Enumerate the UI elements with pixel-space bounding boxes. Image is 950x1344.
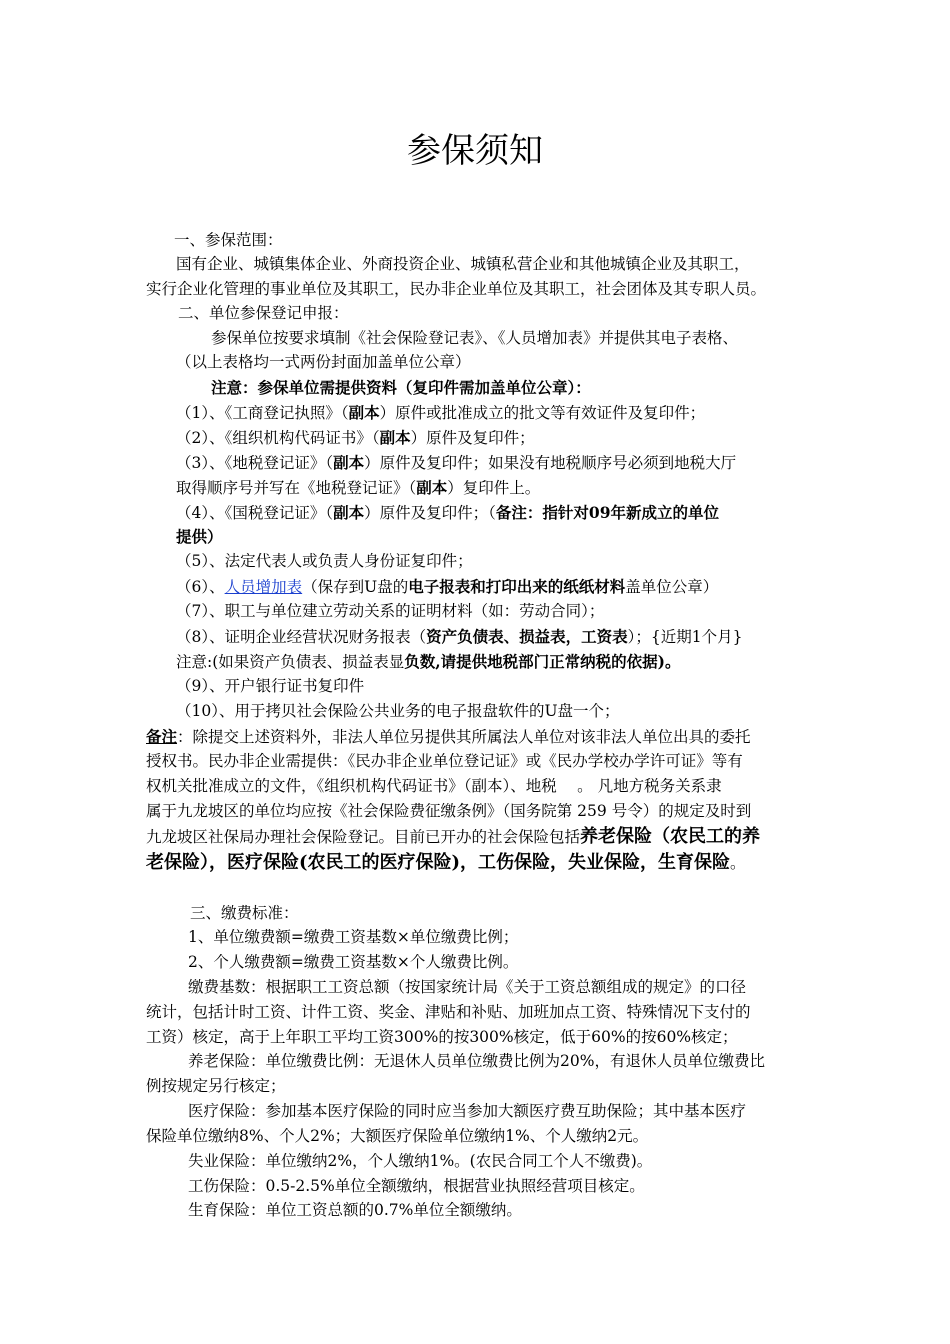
page-title: 参保须知 bbox=[407, 131, 543, 171]
section-1-paragraph-line-2: 实行企业化管理的事业单位及其职工，民办非企业单位及其职工，社会团体及其专职人员。 bbox=[146, 280, 767, 298]
unemployment-insurance: 失业保险：单位缴纳2%，个人缴纳1%。(农民合同工个人不缴费)。 bbox=[188, 1152, 653, 1170]
section-2-note: 注意：参保单位需提供资料（复印件需加盖单位公章）： bbox=[211, 378, 591, 397]
list-item-3: （3）、《地税登记证》（副本）原件及复印件；如果没有地税顺序号必须到地税大厅 bbox=[176, 453, 737, 472]
personnel-increase-form-link[interactable]: 人员增加表 bbox=[224, 578, 303, 596]
list-item-5: （5）、法定代表人或负责人身份证复印件； bbox=[176, 552, 473, 570]
remark-label: 备注 bbox=[146, 727, 178, 746]
remark-line-2: 授权书。民办非企业需提供：《民办非企业单位登记证》或《民办学校办学许可证》等有 bbox=[146, 752, 743, 770]
maternity-insurance: 生育保险：单位工资总额的0.7%单位全额缴纳。 bbox=[188, 1201, 522, 1219]
list-item-6: （6）、人员增加表（保存到U盘的电子报表和打印出来的纸纸材料盖单位公章） bbox=[176, 577, 719, 596]
list-item-7: （7）、职工与单位建立劳动关系的证明材料（如：劳动合同）； bbox=[176, 602, 605, 620]
remark-line-5: 九龙坡区社保局办理社会保险登记。目前已开办的社会保险包括养老保险（农民工的养 bbox=[146, 826, 761, 847]
section-1-paragraph-line-1: 国有企业、城镇集体企业、外商投资企业、城镇私营企业和其他城镇企业及其职工， bbox=[176, 255, 750, 273]
contribution-base-line-1: 缴费基数：根据职工工资总额（按国家统计局《关于工资总额组成的规定》的口径 bbox=[188, 978, 747, 996]
list-item-9: （9）、开户银行证书复印件 bbox=[176, 677, 365, 695]
formula-personal: 2、个人缴费额=缴费工资基数×个人缴费比例。 bbox=[188, 953, 519, 971]
remark-line-1: 备注：除提交上述资料外，非法人单位另提供其所属法人单位对该非法人单位出具的委托 bbox=[146, 727, 751, 746]
remark-line-6: 老保险），医疗保险(农民工的医疗保险)，工伤保险，失业保险，生育保险。 bbox=[146, 852, 746, 873]
list-item-3-continued: 取得顺序号并写在《地税登记证》（副本）复印件上。 bbox=[176, 478, 541, 497]
medical-line-2: 保险单位缴纳8%、个人2%；大额医疗保险单位缴纳1%、个人缴纳2元。 bbox=[146, 1127, 649, 1145]
section-1-heading: 一、参保范围： bbox=[174, 231, 283, 249]
contribution-base-line-3: 工资）核定，高于上年职工平均工资300%的按300%核定，低于60%的按60%核定； bbox=[146, 1028, 738, 1046]
section-2-intro-line-1: 参保单位按要求填制《社会保险登记表》、《人员增加表》并提供其电子表格、 bbox=[211, 329, 739, 347]
work-injury-insurance: 工伤保险：0.5-2.5%单位全额缴纳，根据营业执照经营项目核定。 bbox=[188, 1177, 645, 1195]
list-item-2: （2）、《组织机构代码证书》（副本）原件及复印件； bbox=[176, 428, 535, 447]
section-2-heading: 二、单位参保登记申报： bbox=[178, 304, 349, 322]
list-item-1: （1）、《工商登记执照》（副本）原件或批准成立的批文等有效证件及复印件； bbox=[176, 403, 706, 422]
list-item-4: （4）、《国税登记证》（副本）原件及复印件；（备注：指针对09年新成立的单位 bbox=[176, 503, 719, 522]
list-item-4-continued: 提供） bbox=[176, 527, 223, 546]
formula-unit: 1、单位缴费额=缴费工资基数×单位缴费比例； bbox=[188, 928, 519, 946]
list-item-8-note: 注意:(如果资产负债表、损益表显负数,请提供地税部门正常纳税的依据)。 bbox=[176, 652, 681, 671]
section-3-heading: 三、缴费标准： bbox=[190, 904, 299, 922]
section-2-intro-line-2: （以上表格均一式两份封面加盖单位公章） bbox=[176, 353, 471, 371]
remark-line-3: 权机关批准成立的文件，《组织机构代码证书》（副本）、地税 。 凡地方税务关系隶 bbox=[146, 777, 722, 795]
remark-line-4: 属于九龙坡区的单位均应按《社会保险费征缴条例》（国务院第 259 号令）的规定及时到 bbox=[146, 802, 752, 820]
pension-line-2: 例按规定另行核定； bbox=[146, 1077, 286, 1095]
list-item-10: （10）、用于拷贝社会保险公共业务的电子报盘软件的U盘一个； bbox=[176, 702, 620, 720]
contribution-base-line-2: 统计，包括计时工资、计件工资、奖金、津贴和补贴、加班加点工资、特殊情况下支付的 bbox=[146, 1003, 751, 1021]
medical-line-1: 医疗保险：参加基本医疗保险的同时应当参加大额医疗费互助保险；其中基本医疗 bbox=[188, 1102, 747, 1120]
list-item-8: （8）、证明企业经营状况财务报表（资产负债表、损益表，工资表）；{近期1个月} bbox=[176, 627, 743, 646]
pension-line-1: 养老保险：单位缴费比例：无退休人员单位缴费比例为20%，有退休人员单位缴费比 bbox=[188, 1052, 765, 1070]
